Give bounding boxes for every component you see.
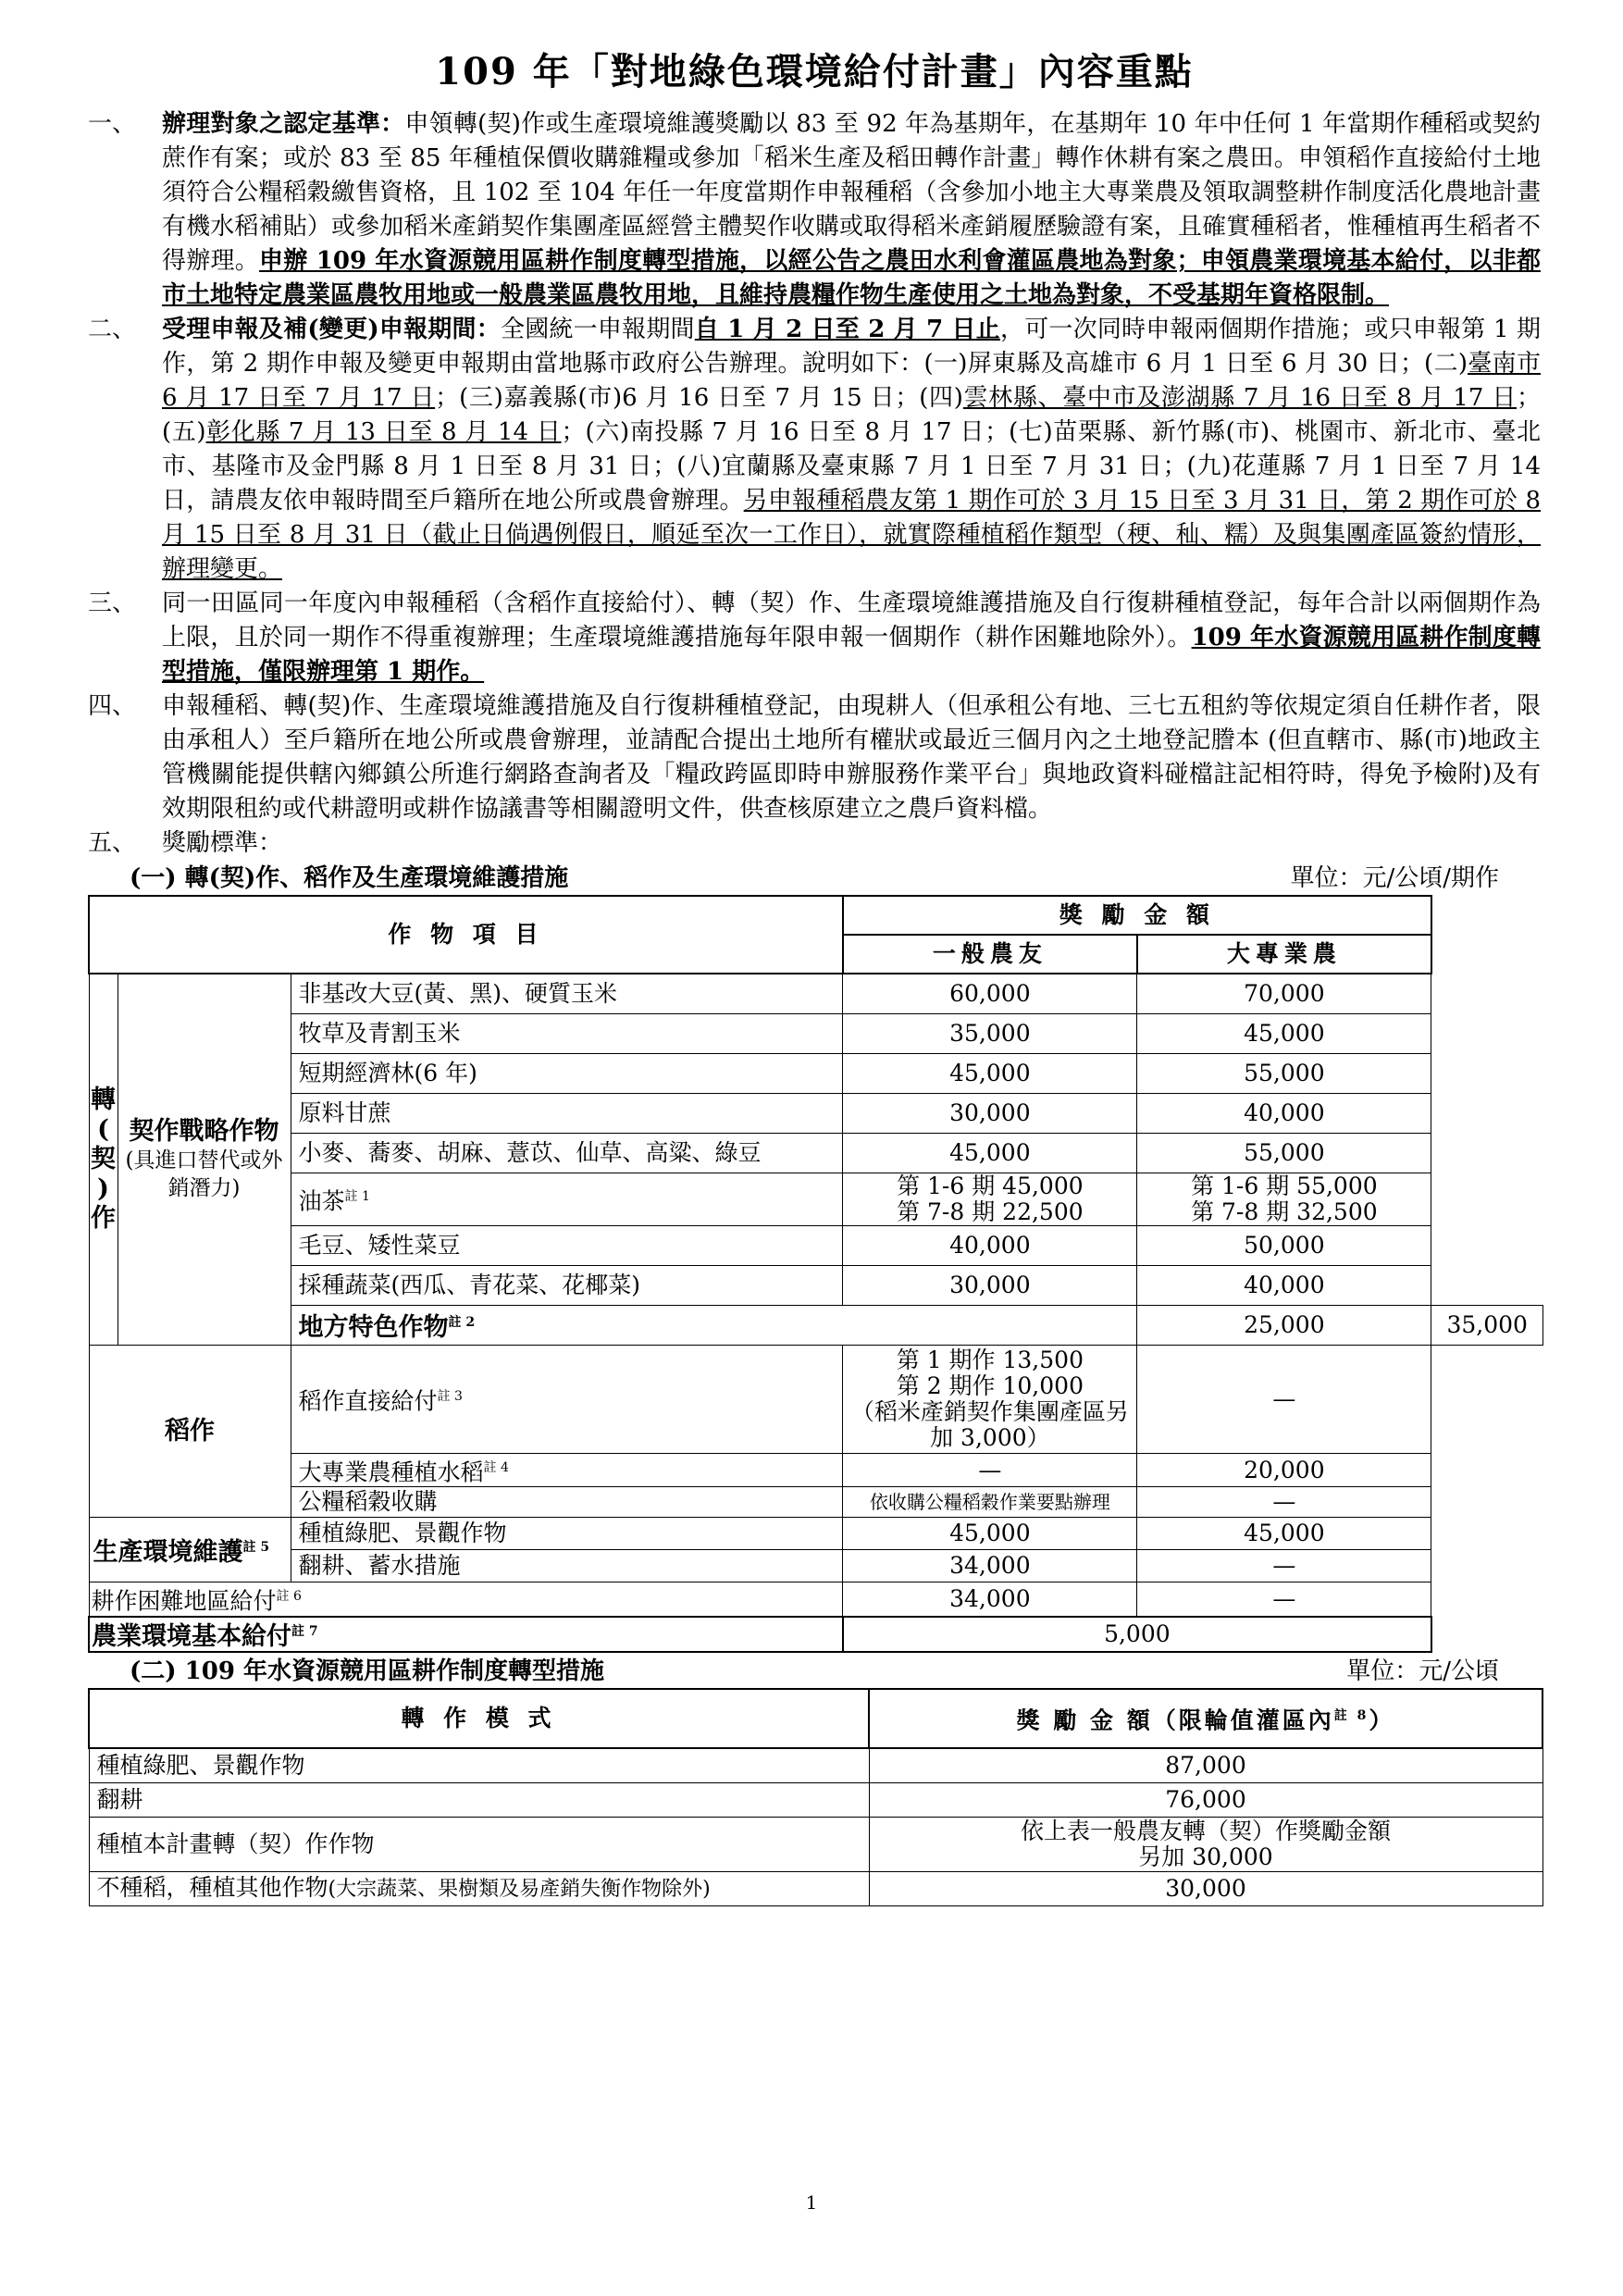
table-row <box>89 1306 1543 1346</box>
crop-name: 牧草及青割玉米 <box>291 1014 843 1054</box>
hard-area-text: 耕作困難地區給付 <box>91 1587 277 1615</box>
crop-name <box>291 1173 843 1226</box>
footnote-ref: 註 5 <box>242 1539 270 1555</box>
item-number: 四、 <box>88 692 137 720</box>
general-amount-line2: 第 7-8 期 22,500 <box>897 1198 1084 1225</box>
contract-crop-title: 契作戰略作物 <box>129 1117 279 1146</box>
crop-name: 毛豆、矮性菜豆 <box>291 1226 843 1266</box>
table-row <box>89 1094 1543 1134</box>
general-amount: 依收購公糧稻穀作業要點辦理 <box>843 1487 1137 1518</box>
general-amount-line1: 第 1-6 期 45,000 <box>897 1173 1084 1199</box>
table-row <box>89 1748 1542 1783</box>
item-number: 一、 <box>88 110 137 138</box>
basic-payment-text: 農業環境基本給付 <box>92 1621 291 1651</box>
item-text-run: 另申報種稻農友第 1 期作可於 3 月 15 日至 3 月 31 日，第 2 期作可於 8 月 15 日至 8 月 31 日（截止日倘遇例假日，順延至次一工作日），就實際種植稻作類型（稉、秈、糯）及與集團產區簽約情形，辦理變更。 <box>162 487 1541 583</box>
document-title: 109 年「對地綠色環境給付計畫」內容重點 <box>435 50 1194 93</box>
general-amount: 34,000 <box>843 1582 1137 1617</box>
mode-amount: 76,000 <box>869 1782 1542 1817</box>
numbered-item <box>88 689 1541 826</box>
general-amount <box>843 1173 1137 1226</box>
mode-amount: 30,000 <box>869 1871 1542 1905</box>
section-5-text: 獎勵標準： <box>162 829 283 857</box>
item-text-run: 辦理對象之認定基準： <box>162 110 405 138</box>
table-row <box>89 1134 1543 1173</box>
general-amount: 45,000 <box>843 1518 1137 1550</box>
col-header-item: 作 物 項 目 <box>89 896 843 974</box>
general-amount: 35,000 <box>843 1014 1137 1054</box>
page-number: 1 <box>805 2191 818 2214</box>
item-text-run: 彰化縣 7 月 13 日至 8 月 14 日 <box>205 418 562 446</box>
crop-name: 採種蔬菜(西瓜、青花菜、花椰菜) <box>291 1266 843 1306</box>
crop-name: 小麥、蕎麥、胡麻、薏苡、仙草、高粱、綠豆 <box>291 1134 843 1173</box>
table-row <box>89 1871 1542 1905</box>
document-page <box>88 44 1541 1906</box>
footnote-ref: 註 3 <box>437 1389 463 1405</box>
numbered-item <box>88 587 1541 689</box>
basic-payment-amount: 5,000 <box>843 1617 1431 1652</box>
mode-name <box>89 1871 869 1905</box>
general-amount: 30,000 <box>843 1094 1137 1134</box>
col-header-amount-text: 獎 勵 金 額（限輪值灌區內 <box>1016 1706 1334 1734</box>
section-5-label <box>88 826 1541 860</box>
crop-name: 翻耕、蓄水措施 <box>291 1550 843 1582</box>
col-header-general: 一般農友 <box>843 935 1137 974</box>
item-body <box>162 313 1541 587</box>
crop-name: 種植綠肥、景觀作物 <box>291 1518 843 1550</box>
item-text-run: ；(六)南投縣 7 月 16 日至 8 月 17 日；(七)苗栗縣、新竹縣(市)、桃園市、新北市、臺北市、基隆市及金門縣 8 月 1 日至 8 月 31 日；(八)宜蘭縣及臺東縣 7 月 1 日至 7 月 31 日；(九)花蓮縣 7 月 1 日至 7 月 14 日，請農友依申報時間至戶籍所在地公所或農會辦理。 <box>162 418 1542 515</box>
table-2-unit: 單位：元/公頃 <box>1346 1657 1499 1685</box>
local-crop-text: 地方特色作物 <box>298 1313 449 1342</box>
table-row <box>89 1173 1543 1226</box>
mode-name-text: 不種稻，種植其他作物 <box>96 1873 328 1901</box>
table-2-heading-row <box>88 1655 1541 1688</box>
general-amount-line2: 第 2 期作 10,000 <box>896 1372 1084 1399</box>
pro-amount-line1: 第 1-6 期 55,000 <box>1191 1173 1378 1199</box>
item-text-run: ，可一次同時申報兩個期作措施；或只申報第 1 期作，第 2 期作申報及變更申報期由當地縣市政府公告辦理。說明如下：(一)屏東縣及高雄市 6 月 1 日至 6 月 30 日；(二) <box>162 316 1541 378</box>
crop-name-text: 稻作直接給付 <box>298 1387 438 1415</box>
item-text-run: 自 1 月 2 日至 2 月 7 日止 <box>694 316 1000 343</box>
rice-group-label: 稻作 <box>89 1346 291 1518</box>
col-header-mode: 轉 作 模 式 <box>89 1689 869 1748</box>
general-amount: 45,000 <box>843 1054 1137 1094</box>
contract-crop-subtitle: (具進口替代或外銷潛力) <box>125 1148 283 1200</box>
crop-name-text: 油茶 <box>298 1187 345 1215</box>
reward-table-1 <box>88 895 1543 1653</box>
pro-amount: 70,000 <box>1137 974 1431 1014</box>
pro-amount: 40,000 <box>1137 1266 1431 1306</box>
crop-name: 原料甘蔗 <box>291 1094 843 1134</box>
general-amount: — <box>843 1454 1137 1487</box>
item-text-run: ；(三)嘉義縣(市)6 月 16 日至 7 月 15 日；(四) <box>435 384 963 412</box>
pro-amount: 45,000 <box>1137 1518 1431 1550</box>
item-number: 二、 <box>88 316 137 343</box>
mode-amount: 87,000 <box>869 1748 1542 1783</box>
table-row <box>89 1014 1543 1054</box>
item-text-run: 109 年水資源競用區耕作制度轉型措施，僅限辦理第 1 期作。 <box>162 624 1541 686</box>
pro-amount: 45,000 <box>1137 1014 1431 1054</box>
table-row <box>89 1518 1543 1550</box>
numbered-item <box>88 313 1541 587</box>
numbered-items <box>88 107 1541 826</box>
section-5-number: 五、 <box>88 829 137 857</box>
footnote-ref: 註 4 <box>483 1460 509 1475</box>
mode-amount-line1: 依上表一般農友轉（契）作獎勵金額 <box>1020 1817 1391 1844</box>
footnote-ref: 註 7 <box>291 1623 318 1639</box>
item-number: 三、 <box>88 590 137 617</box>
item-body <box>162 107 1541 313</box>
item-body <box>162 689 1541 826</box>
item-text-run: 受理申報及補(變更)申報期間： <box>162 316 501 343</box>
pro-amount: 55,000 <box>1137 1054 1431 1094</box>
vertical-label-char: ) <box>97 1174 109 1203</box>
col-header-amount <box>869 1689 1542 1748</box>
table-row <box>89 1054 1543 1094</box>
item-text-run: 申報種稻、轉(契)作、生產環境維護措施及自行復耕種植登記，由現耕人（但承租公有地、三七五租約等依規定須自任耕作者，限由承租人）至戶籍所在地公所或農會辦理，並請配合提出土地所有權狀或最近三個月內之土地登記謄本 (但直轄市、縣(市)地政主管機關能提供轄內鄉鎮公所進行網路查詢者及「糧政跨區即時申辦服務作業平台」與地政資料碰檔註記相符時，得免予檢附)及有效期限租約或代耕證明或耕作協議書等相關證明文件，供查核原建立之農戶資料檔。 <box>162 692 1541 823</box>
item-text-run: 全國統一申報期間 <box>500 316 695 343</box>
table-row <box>89 1817 1542 1871</box>
pro-amount <box>1137 1173 1431 1226</box>
pro-amount: 50,000 <box>1137 1226 1431 1266</box>
pro-amount: — <box>1137 1550 1431 1582</box>
item-body <box>162 587 1541 689</box>
table-1-heading: (一) 轉(契)作、稻作及生產環境維護措施 <box>130 864 569 892</box>
item-text-run: 申辦 109 年水資源競用區耕作制度轉型措施，以經公告之農田水利會灌區農地為對象；申領農業環境基本給付，以非都市土地特定農業區農牧用地或一般農業區農牧用地，且維持農糧作物生產使用之土地為對象，不受基期年資格限制。 <box>162 247 1541 309</box>
mode-name: 翻耕 <box>89 1782 869 1817</box>
table-2-heading: (二) 109 年水資源競用區耕作制度轉型措施 <box>130 1657 604 1685</box>
pro-amount: — <box>1137 1487 1431 1518</box>
pro-amount: 40,000 <box>1137 1094 1431 1134</box>
pro-amount: 20,000 <box>1137 1454 1431 1487</box>
numbered-item <box>88 107 1541 313</box>
general-amount: 34,000 <box>843 1550 1137 1582</box>
col-header-amount-end: ） <box>1369 1706 1395 1734</box>
general-amount: 30,000 <box>843 1266 1137 1306</box>
footnote-ref: 註 6 <box>276 1589 302 1605</box>
crop-name: 公糧稻穀收購 <box>291 1487 843 1518</box>
item-text-run: 臺南市 6 月 17 日至 7 月 17 日 <box>162 350 1541 412</box>
footnote-ref: 註 8 <box>1333 1707 1369 1723</box>
footnote-ref: 註 2 <box>448 1315 476 1330</box>
mode-name: 種植本計畫轉（契）作作物 <box>89 1817 869 1871</box>
table-row <box>89 1346 1543 1454</box>
mode-name: 種植綠肥、景觀作物 <box>89 1748 869 1783</box>
general-amount-line3: （稻米產銷契作集團產區另加 3,000） <box>850 1398 1129 1451</box>
pro-amount: — <box>1137 1346 1431 1454</box>
table-row <box>89 1582 1543 1617</box>
col-header-pro: 大專業農 <box>1137 935 1431 974</box>
pro-amount: 55,000 <box>1137 1134 1431 1173</box>
mode-amount <box>869 1817 1542 1871</box>
table-row <box>89 1617 1543 1652</box>
footnote-ref: 註 1 <box>344 1189 370 1205</box>
env-group-text: 生產環境維護 <box>93 1537 243 1567</box>
crop-name <box>291 1346 843 1454</box>
table-row <box>89 1266 1543 1306</box>
contract-crop-label <box>118 974 291 1346</box>
env-group-label <box>89 1518 291 1582</box>
crop-name <box>291 1454 843 1487</box>
general-amount: 60,000 <box>843 974 1137 1014</box>
table-1-unit: 單位：元/公頃/期作 <box>1290 864 1499 892</box>
item-text-run: 同一田區同一年度內申報種稻（含稻作直接給付）、轉（契）作、生產環境維護措施及自行復耕種植登記，每年合計以兩個期作為上限，且於同一期作不得重複辦理；生產環境維護措施每年限申報一個期作（耕作困難地除外）。 <box>162 590 1541 652</box>
vertical-label-char: 契 <box>91 1145 116 1173</box>
pro-amount: — <box>1137 1582 1431 1617</box>
general-amount: 40,000 <box>843 1226 1137 1266</box>
table-row <box>89 974 1543 1014</box>
pro-amount: 35,000 <box>1431 1306 1543 1346</box>
table-row <box>89 1550 1543 1582</box>
mode-amount-line2: 另加 30,000 <box>1138 1843 1273 1870</box>
col-header-amount: 獎 勵 金 額 <box>843 896 1431 935</box>
vertical-label-char: ( <box>97 1115 109 1144</box>
general-amount: 45,000 <box>843 1134 1137 1173</box>
crop-name: 短期經濟林(6 年) <box>291 1054 843 1094</box>
basic-payment-label <box>89 1617 843 1652</box>
vertical-label-char: 作 <box>91 1204 116 1233</box>
table-row <box>89 1454 1543 1487</box>
crop-name-text: 大專業農種植水稻 <box>298 1458 484 1486</box>
reward-table-2 <box>88 1688 1543 1906</box>
table-row <box>89 1487 1543 1518</box>
table-row <box>89 1782 1542 1817</box>
item-text-run: ；(五) <box>162 384 1542 446</box>
item-text-run: 雲林縣、臺中市及澎湖縣 7 月 16 日至 8 月 17 日 <box>962 384 1517 412</box>
pro-amount-line2: 第 7-8 期 32,500 <box>1191 1198 1378 1225</box>
general-amount <box>843 1346 1137 1454</box>
hard-area-label <box>89 1582 843 1617</box>
mode-name-note: (大宗蔬菜、果樹類及易產銷失衡作物除外) <box>328 1877 711 1901</box>
general-amount: 25,000 <box>1137 1306 1431 1346</box>
crop-name: 非基改大豆(黃、黑)、硬質玉米 <box>291 974 843 1014</box>
local-crop-label <box>291 1306 1137 1346</box>
vertical-label-char: 轉 <box>91 1086 116 1114</box>
transfer-group-label <box>89 974 118 1346</box>
table-1-heading-row <box>88 862 1541 895</box>
item-text-run: 申領轉(契)作或生產環境維護獎勵以 83 至 92 年為基期年，在基期年 10 年中任何 1 年當期作種稻或契約蔗作有案；或於 83 至 85 年種植保價收購雜糧或參加「稻米生產及稻田轉作計畫」轉作休耕有案之農田。申領稻作直接給付土地須符合公糧稻穀繳售資格，且 102 至 104 年任一年度當期作申報種稻（含參加小地主大專業農及領取調整耕作制度活化農地計畫有機水稻補貼）或參加稻米產銷契作集團產區經營主體契作收購或取得稻米產銷履歷驗證有案，且確實種稻者，惟種植再生稻者不得辦理。 <box>162 110 1541 275</box>
general-amount-line1: 第 1 期作 13,500 <box>896 1347 1084 1373</box>
table-row <box>89 1226 1543 1266</box>
